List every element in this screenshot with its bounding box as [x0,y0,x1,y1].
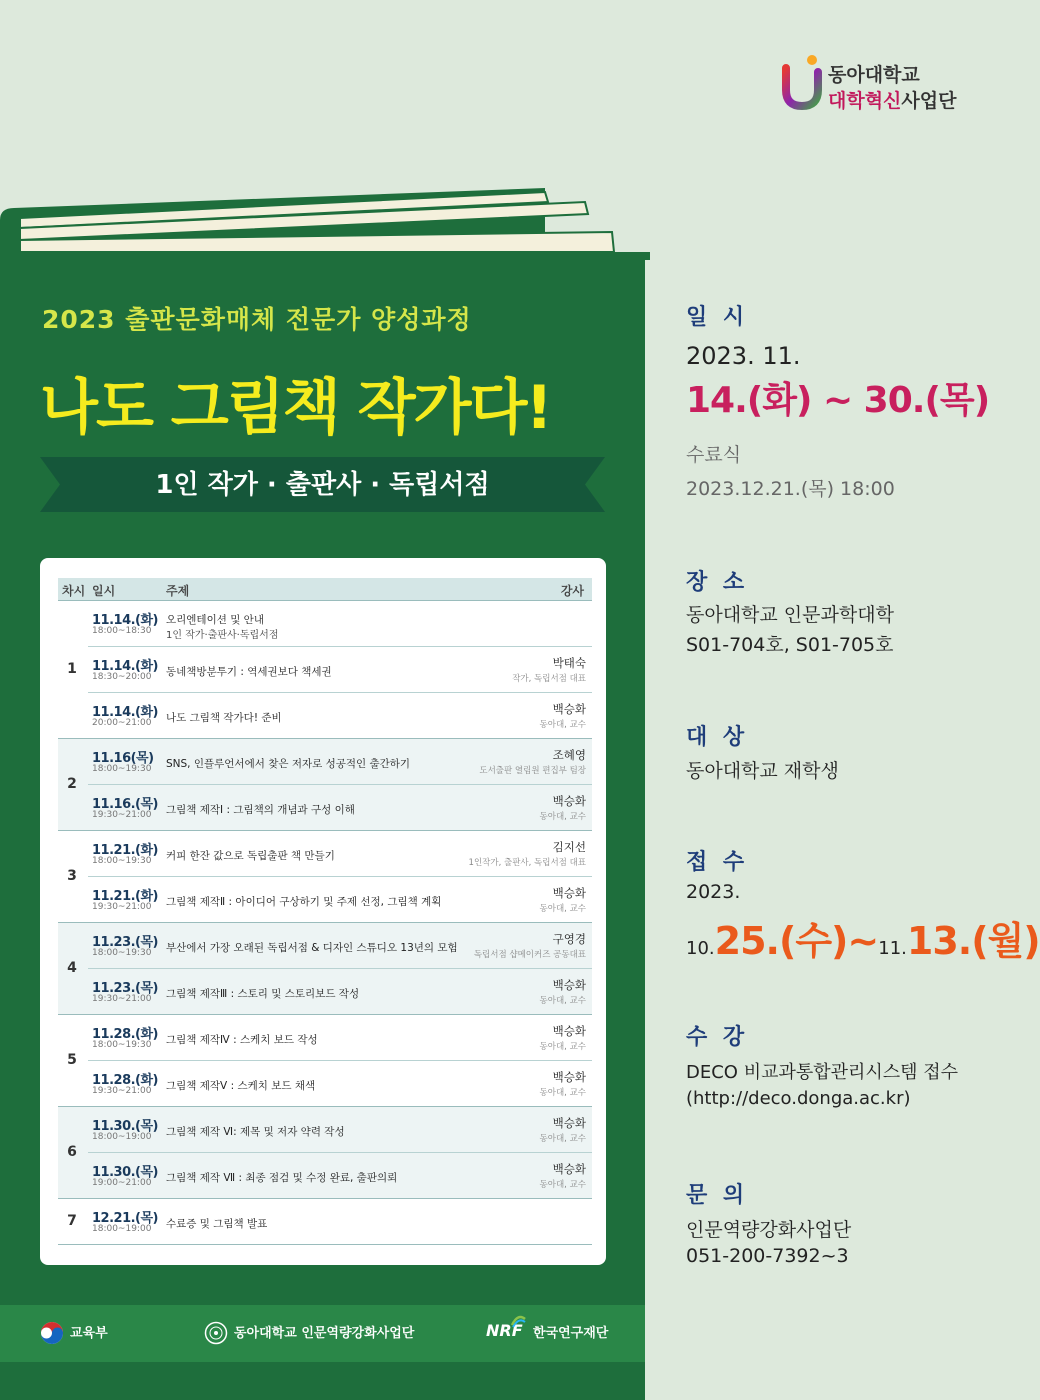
table-row [88,739,592,785]
lecturer-affiliation: 동아대, 교수 [539,904,586,914]
round-number: 2 [67,776,77,792]
round-number: 5 [67,1052,77,1068]
session-topic: 커피 한잔 값으로 독립출판 책 만들기 [166,850,335,862]
table-row [88,1107,592,1153]
lecturer-name: 백승화 [552,702,586,716]
lecturer-name: 백승화 [552,1162,586,1176]
table-row [88,1015,592,1061]
table-row [88,877,592,923]
session-date: 11.30.(목) [92,1119,158,1134]
session-time: 19:30~21:00 [92,810,152,820]
lecturer-name: 조혜영 [552,748,586,762]
schedule-group [58,1015,592,1107]
lecturer-affiliation: 동아대, 교수 [539,720,586,730]
lecturer-name: 백승화 [552,1116,586,1130]
session-topic-detail: 1인 작가·출판사·독립서점 [166,630,279,641]
session-topic: 수료증 및 그림책 발표 [166,1218,268,1230]
header-topic: 주제 [166,584,190,598]
session-topic: 그림책 제작Ⅴ : 스케치 보드 채색 [166,1080,316,1092]
session-time: 18:00~19:00 [92,1132,152,1142]
taegeuk-icon [40,1321,64,1345]
round-number: 1 [67,661,77,677]
session-topic: 그림책 제작 Ⅶ : 최종 점검 및 수정 완료, 출판의뢰 [166,1172,398,1184]
info-apply-range: 10.25.(수)~11.13.(월) [686,919,1040,963]
footer-moe: 교육부 [70,1326,108,1341]
university-seal-icon [204,1321,228,1345]
logo-university-name: 동아대학교 [828,64,920,86]
session-date: 11.21.(화) [92,843,158,858]
session-date: 11.30.(목) [92,1165,158,1180]
session-time: 19:30~21:00 [92,994,152,1004]
info-apply-year: 2023. [686,881,741,903]
lecturer-name: 백승화 [552,886,586,900]
university-u-logo-icon [782,52,822,110]
lecturer-affiliation: 동아대, 교수 [539,1180,586,1190]
session-date: 12.21.(목) [92,1211,158,1226]
session-topic: 나도 그림책 작가다! 준비 [166,712,282,724]
session-date: 11.21.(화) [92,889,158,904]
round-number: 4 [67,960,77,976]
schedule-table [40,558,606,1265]
schedule-group [58,1107,592,1199]
session-time: 18:00~18:30 [92,626,152,636]
info-contact-phone: 051-200-7392~3 [686,1245,849,1267]
session-topic: 동네책방분투기 : 역세권보다 책세권 [166,666,332,678]
table-row [88,785,592,831]
lecturer-affiliation: 동아대, 교수 [539,1134,586,1144]
lecturer-affiliation: 독립서점 샵메이커즈 공동대표 [473,950,586,960]
session-time: 18:00~19:30 [92,1040,152,1050]
table-row [88,1199,592,1245]
lecturer-affiliation: 도서출판 열림원 편집부 팀장 [479,766,586,776]
schedule-group [58,923,592,1015]
lecturer-affiliation: 1인작가, 출판사, 독립서점 대표 [468,858,586,868]
session-date: 11.28.(화) [92,1073,158,1088]
ceremony-date: 2023.12.21.(목) 18:00 [686,478,895,500]
session-date: 11.23.(목) [92,981,158,996]
session-date: 11.14.(화) [92,613,158,628]
nrf-logo-text: NRF [486,1321,523,1340]
session-time: 19:30~21:00 [92,1086,152,1096]
info-contact-1: 인문역량강화사업단 [686,1219,852,1241]
round-number: 7 [67,1213,77,1229]
info-target-heading: 대 상 [686,725,749,750]
lecturer-name: 백승화 [552,794,586,808]
session-time: 18:00~19:00 [92,1224,152,1234]
table-row [88,601,592,647]
session-time: 20:00~21:00 [92,718,152,728]
session-date: 11.14.(화) [92,659,158,674]
info-date-range: 14.(화) ~ 30.(목) [686,380,990,421]
session-date: 11.28.(화) [92,1027,158,1042]
session-topic: 그림책 제작 Ⅵ: 제목 및 저자 약력 작성 [166,1126,345,1138]
header-date: 일시 [92,584,116,598]
table-row [88,831,592,877]
session-time: 19:30~21:00 [92,902,152,912]
info-contact-heading: 문 의 [686,1183,749,1208]
lecturer-affiliation: 동아대, 교수 [539,996,586,1006]
info-date-heading: 일 시 [686,305,749,330]
info-place-2: S01-704호, S01-705호 [686,634,894,656]
session-topic: SNS, 인플루언서에서 찾은 저자로 성공적인 출간하기 [166,758,411,770]
footer-nrf: 한국연구재단 [533,1326,609,1341]
table-row [88,647,592,693]
logo-program-name: 대학혁신사업단 [828,90,957,112]
session-date: 11.16(목) [92,751,154,766]
info-place-1: 동아대학교 인문과학대학 [686,604,894,626]
ceremony-label: 수료식 [686,444,742,466]
schedule-group [58,739,592,831]
lecturer-affiliation: 동아대, 교수 [539,812,586,822]
session-time: 18:30~20:00 [92,672,152,682]
schedule-group [58,1199,592,1245]
session-topic: 그림책 제작Ⅰ : 그림책의 개념과 구성 이해 [166,804,355,816]
info-target-value: 동아대학교 재학생 [686,760,839,782]
table-row [88,693,592,739]
header-lecturer: 강사 [560,584,584,598]
session-topic: 오리엔테이션 및 안내 [166,614,264,626]
session-date: 11.16.(목) [92,797,158,812]
info-course-url[interactable]: (http://deco.donga.ac.kr) [686,1088,911,1109]
session-date: 11.23.(목) [92,935,158,950]
footer-donga: 동아대학교 인문역량강화사업단 [234,1326,415,1341]
session-topic: 그림책 제작Ⅱ : 아이디어 구상하기 및 주제 선정, 그림책 계획 [166,896,442,908]
info-course-1: DECO 비교과통합관리시스템 접수 [686,1062,959,1083]
table-row [88,1061,592,1107]
round-number: 6 [67,1144,77,1160]
schedule-group [58,831,592,923]
round-number: 3 [67,868,77,884]
table-header [58,578,592,601]
session-time: 18:00~19:30 [92,764,152,774]
lecturer-name: 백승화 [552,1070,586,1084]
info-place-heading: 장 소 [686,570,749,595]
footer-band [0,1305,645,1362]
lecturer-name: 백승화 [552,1024,586,1038]
session-time: 19:00~21:00 [92,1178,152,1188]
lecturer-name: 박태숙 [552,656,586,670]
ribbon-text: 1인 작가 · 출판사 · 독립서점 [155,470,490,500]
session-topic: 부산에서 가장 오래된 독립서점 & 디자인 스튜디오 13년의 모험 [166,942,458,954]
schedule-group [58,601,592,739]
program-subtitle: 2023 출판문화매체 전문가 양성과정 [42,305,472,334]
lecturer-name: 구영경 [552,932,586,946]
main-title: 나도 그림책 작가다! [40,373,551,443]
table-row [88,923,592,969]
lecturer-affiliation: 작가, 독립서점 대표 [512,674,586,684]
session-time: 18:00~19:30 [92,948,152,958]
lecturer-name: 백승화 [552,978,586,992]
info-apply-heading: 접 수 [686,850,749,875]
header-round: 차시 [62,584,86,598]
session-date: 11.14.(화) [92,705,158,720]
info-date-year: 2023. 11. [686,342,801,370]
table-row [88,969,592,1015]
book-pages-illustration [0,180,650,260]
info-course-heading: 수 강 [686,1025,749,1050]
donga-logo [782,52,982,112]
lecturer-affiliation: 동아대, 교수 [539,1042,586,1052]
nrf-swoosh-icon [510,1313,526,1329]
lecturer-name: 김지선 [552,840,586,854]
session-topic: 그림책 제작Ⅲ : 스토리 및 스토리보드 작성 [166,988,360,1000]
lecturer-affiliation: 동아대, 교수 [539,1088,586,1098]
session-time: 18:00~19:30 [92,856,152,866]
session-topic: 그림책 제작Ⅳ : 스케치 보드 작성 [166,1034,318,1046]
table-row [88,1153,592,1199]
